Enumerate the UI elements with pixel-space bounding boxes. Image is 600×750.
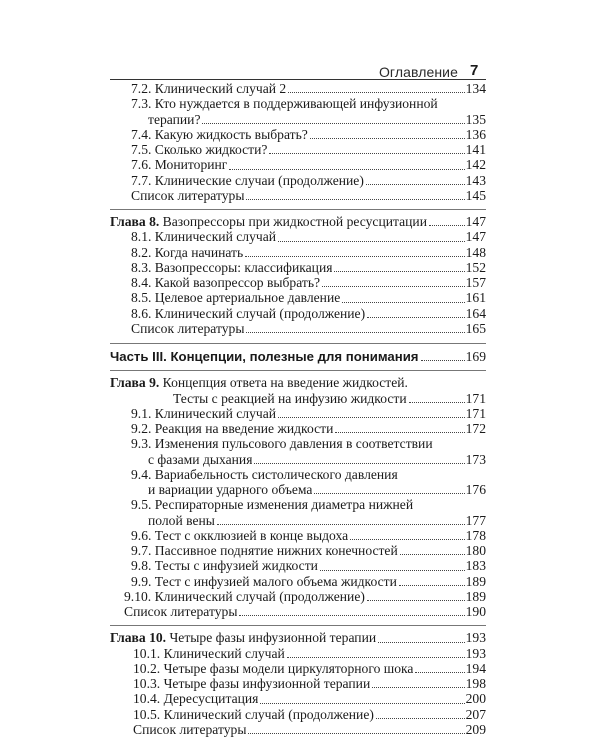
toc-entry[interactable] bbox=[110, 436, 486, 451]
toc-entry-page: 177 bbox=[465, 512, 486, 528]
leader-dots bbox=[372, 686, 464, 688]
toc-entry-label: 8.6. Клинический случай (продолжение) bbox=[131, 305, 366, 321]
header-rule bbox=[110, 79, 486, 80]
section-divider bbox=[110, 370, 486, 371]
leader-dots bbox=[378, 641, 464, 643]
leader-dots bbox=[202, 122, 464, 124]
section-divider bbox=[110, 209, 486, 210]
leader-dots bbox=[246, 331, 464, 333]
toc-entry[interactable] bbox=[110, 528, 486, 543]
toc-entry-page: 190 bbox=[465, 604, 486, 619]
section-divider bbox=[110, 343, 486, 344]
toc-entry[interactable] bbox=[110, 646, 486, 661]
chapter-number: Глава 10. bbox=[110, 630, 167, 646]
toc-entry[interactable] bbox=[110, 229, 486, 244]
toc-entry[interactable] bbox=[110, 589, 486, 604]
toc-entry[interactable] bbox=[110, 142, 486, 157]
toc-entry-label: 9.1. Клинический случай bbox=[131, 405, 277, 421]
leader-dots bbox=[367, 599, 465, 601]
leader-dots bbox=[335, 431, 464, 433]
toc-entry-label: 9.8. Тесты с инфузией жидкости bbox=[131, 558, 318, 574]
toc-entry-label: с фазами дыхания bbox=[148, 451, 253, 467]
running-header-title: Оглавление bbox=[378, 64, 458, 80]
leader-dots bbox=[278, 240, 465, 242]
toc-entry-page: 193 bbox=[465, 630, 486, 646]
toc-entry[interactable] bbox=[110, 406, 486, 421]
toc-entry-page: 147 bbox=[465, 229, 486, 245]
toc-entry[interactable] bbox=[110, 574, 486, 589]
leader-dots bbox=[367, 316, 465, 318]
chapter-number: Глава 8. bbox=[110, 214, 160, 229]
toc-entry-label: 7.6. Мониторинг bbox=[131, 157, 228, 173]
leader-dots bbox=[320, 569, 465, 571]
toc-entry-page: 143 bbox=[465, 172, 486, 188]
toc-entry-label: полой вены bbox=[148, 512, 215, 528]
toc-chapter-entry[interactable] bbox=[110, 375, 486, 390]
toc-entry-page: 136 bbox=[465, 126, 486, 142]
toc-entry-continuation[interactable] bbox=[110, 452, 486, 467]
toc-entry[interactable] bbox=[110, 96, 486, 111]
toc-part-entry[interactable] bbox=[110, 349, 486, 364]
toc-entry[interactable] bbox=[110, 421, 486, 436]
toc-entry[interactable] bbox=[110, 467, 486, 482]
toc-entry-label: 7.3. Кто нуждается в поддерживающей инфузионной bbox=[131, 96, 438, 112]
toc-entry[interactable] bbox=[110, 691, 486, 706]
toc-entry[interactable] bbox=[110, 321, 486, 336]
toc-entry[interactable] bbox=[110, 290, 486, 305]
toc-entry-label: терапии? bbox=[148, 111, 201, 127]
toc-entry-label: 8.4. Какой вазопрессор выбрать? bbox=[131, 275, 321, 290]
leader-dots bbox=[376, 717, 465, 719]
toc-entry-page: 145 bbox=[465, 187, 486, 203]
toc-entry-page: 147 bbox=[465, 214, 486, 229]
toc-entry-label: 8.2. Когда начинать bbox=[131, 244, 244, 260]
toc-entry-label: 7.7. Клинические случаи (продолжение) bbox=[131, 172, 364, 188]
chapter-title: Четыре фазы инфузионной терапии bbox=[166, 630, 377, 646]
leader-dots bbox=[399, 584, 465, 586]
leader-dots bbox=[409, 401, 465, 403]
toc-entry-label: 9.10. Клинический случай (продолжение) bbox=[124, 588, 365, 604]
toc-entry-page: 198 bbox=[465, 676, 486, 691]
toc-entry-page: 141 bbox=[465, 142, 486, 157]
toc-entry-page: 173 bbox=[465, 451, 486, 467]
leader-dots bbox=[287, 656, 465, 658]
toc-entry-page: 209 bbox=[465, 721, 486, 737]
toc-entry-label bbox=[110, 630, 376, 645]
toc-entry[interactable] bbox=[110, 127, 486, 142]
leader-dots bbox=[429, 224, 465, 226]
toc-entry-label: Список литературы bbox=[133, 721, 247, 737]
toc-entry-label: Список литературы bbox=[124, 604, 238, 619]
toc-entry-page: 176 bbox=[465, 482, 486, 497]
toc-entry-label: Список литературы bbox=[131, 320, 245, 336]
toc-entry-label: 7.4. Какую жидкость выбрать? bbox=[131, 126, 308, 142]
toc-entry-label: 8.1. Клинический случай bbox=[131, 229, 277, 245]
toc-entry[interactable] bbox=[110, 306, 486, 321]
leader-dots bbox=[246, 198, 464, 200]
toc-entry-page: 200 bbox=[465, 691, 486, 707]
leader-dots bbox=[415, 671, 464, 673]
leader-dots bbox=[278, 416, 465, 418]
toc-entry-label bbox=[110, 214, 427, 229]
toc-entry-label: 8.3. Вазопрессоры: классификация bbox=[131, 259, 333, 275]
toc-entry-label: 9.4. Вариабельность систолического давления bbox=[131, 466, 398, 482]
toc-entry-page: 172 bbox=[465, 421, 486, 436]
leader-dots bbox=[245, 255, 464, 257]
toc-entry-label: 10.5. Клинический случай (продолжение) bbox=[133, 706, 374, 722]
toc-entry-label: 7.2. Клинический случай 2 bbox=[131, 81, 287, 96]
toc-entry-label: 10.1. Клинический случай bbox=[133, 645, 285, 661]
toc-entry-page: 171 bbox=[465, 405, 486, 421]
toc-entry-page: 183 bbox=[465, 558, 486, 574]
toc-entry-page: 169 bbox=[465, 349, 486, 364]
toc-chapter-entry[interactable] bbox=[110, 214, 486, 229]
toc-entry-label: 9.6. Тест с окклюзией в конце выдоха bbox=[131, 527, 349, 543]
toc-entry-label: 8.5. Целевое артериальное давление bbox=[131, 290, 341, 306]
leader-dots bbox=[334, 270, 464, 272]
toc-entry-label: 9.7. Пассивное поднятие нижних конечностей bbox=[131, 543, 398, 558]
toc-entry-page: 165 bbox=[465, 320, 486, 336]
leader-dots bbox=[217, 523, 465, 525]
toc-entry-label: Список литературы bbox=[131, 187, 245, 203]
table-of-contents bbox=[110, 81, 486, 737]
toc-entry-continuation[interactable] bbox=[110, 112, 486, 127]
chapter-number: Глава 9. bbox=[110, 375, 160, 391]
running-header-page-number: 7 bbox=[470, 62, 479, 79]
toc-entry-page: 148 bbox=[465, 244, 486, 260]
toc-entry-page: 193 bbox=[465, 645, 486, 661]
leader-dots bbox=[269, 152, 464, 154]
toc-entry-continuation[interactable] bbox=[110, 391, 486, 406]
toc-entry[interactable] bbox=[110, 157, 486, 172]
toc-entry[interactable] bbox=[110, 81, 486, 96]
toc-entry-label bbox=[110, 375, 408, 390]
toc-entry-label: 7.5. Сколько жидкости? bbox=[131, 142, 268, 157]
toc-entry-continuation[interactable] bbox=[110, 513, 486, 528]
toc-entry[interactable] bbox=[110, 604, 486, 619]
toc-entry[interactable] bbox=[110, 245, 486, 260]
toc-entry-page: 207 bbox=[465, 706, 486, 722]
leader-dots bbox=[314, 492, 464, 494]
toc-entry-label: 9.3. Изменения пульсового давления в соответствии bbox=[131, 436, 433, 452]
toc-entry[interactable] bbox=[110, 260, 486, 275]
toc-entry-label: Тесты с реакцией на инфузию жидкости bbox=[173, 390, 407, 406]
leader-dots bbox=[322, 285, 465, 287]
toc-entry[interactable] bbox=[110, 676, 486, 691]
toc-entry[interactable] bbox=[110, 558, 486, 573]
toc-entry[interactable] bbox=[110, 722, 486, 737]
leader-dots bbox=[310, 137, 465, 139]
toc-entry[interactable] bbox=[110, 707, 486, 722]
toc-entry-page: 152 bbox=[465, 259, 486, 275]
toc-entry-page: 180 bbox=[465, 543, 486, 558]
leader-dots bbox=[239, 614, 464, 616]
toc-entry[interactable] bbox=[110, 543, 486, 558]
toc-entry-page: 134 bbox=[465, 81, 486, 96]
toc-entry-page: 161 bbox=[465, 290, 486, 306]
toc-entry-label: 10.3. Четыре фазы инфузионной терапии bbox=[133, 676, 371, 691]
leader-dots bbox=[342, 301, 464, 303]
toc-entry-label: 10.4. Дересусцитация bbox=[133, 691, 259, 707]
toc-entry[interactable] bbox=[110, 188, 486, 203]
leader-dots bbox=[288, 91, 464, 93]
leader-dots bbox=[254, 462, 464, 464]
leader-dots bbox=[421, 359, 465, 361]
toc-entry[interactable] bbox=[110, 275, 486, 290]
leader-dots bbox=[400, 553, 465, 555]
section-divider bbox=[110, 625, 486, 626]
toc-entry[interactable] bbox=[110, 661, 486, 676]
toc-entry-label: 9.2. Реакция на введение жидкости bbox=[131, 421, 334, 436]
toc-entry-page: 194 bbox=[465, 660, 486, 676]
toc-entry-label: 9.5. Респираторные изменения диаметра нижней bbox=[131, 497, 414, 513]
toc-entry-page: 178 bbox=[465, 527, 486, 543]
leader-dots bbox=[260, 702, 464, 704]
toc-entry-page: 189 bbox=[465, 573, 486, 589]
toc-entry-page: 164 bbox=[465, 305, 486, 321]
toc-chapter-entry[interactable] bbox=[110, 630, 486, 645]
toc-entry-page: 135 bbox=[465, 111, 486, 127]
toc-entry-label: и вариации ударного объема bbox=[148, 482, 313, 497]
chapter-title: Концепция ответа на введение жидкостей. bbox=[159, 375, 408, 391]
toc-entry-label: 9.9. Тест с инфузией малого объема жидкости bbox=[131, 573, 397, 589]
toc-entry-page: 189 bbox=[465, 588, 486, 604]
toc-entry-continuation[interactable] bbox=[110, 482, 486, 497]
part-title: Часть III. Концепции, полезные для понимания bbox=[110, 349, 419, 364]
leader-dots bbox=[366, 183, 465, 185]
toc-entry-page: 157 bbox=[465, 275, 486, 290]
toc-entry[interactable] bbox=[110, 173, 486, 188]
leader-dots bbox=[350, 538, 464, 540]
toc-entry-page: 171 bbox=[465, 390, 486, 406]
chapter-title: Вазопрессоры при жидкостной ресусцитации bbox=[159, 214, 427, 229]
toc-entry-page: 142 bbox=[465, 157, 486, 173]
leader-dots bbox=[248, 732, 464, 734]
toc-entry-label: 10.2. Четыре фазы модели циркуляторного шока bbox=[133, 660, 414, 676]
leader-dots bbox=[229, 168, 464, 170]
toc-entry[interactable] bbox=[110, 497, 486, 512]
